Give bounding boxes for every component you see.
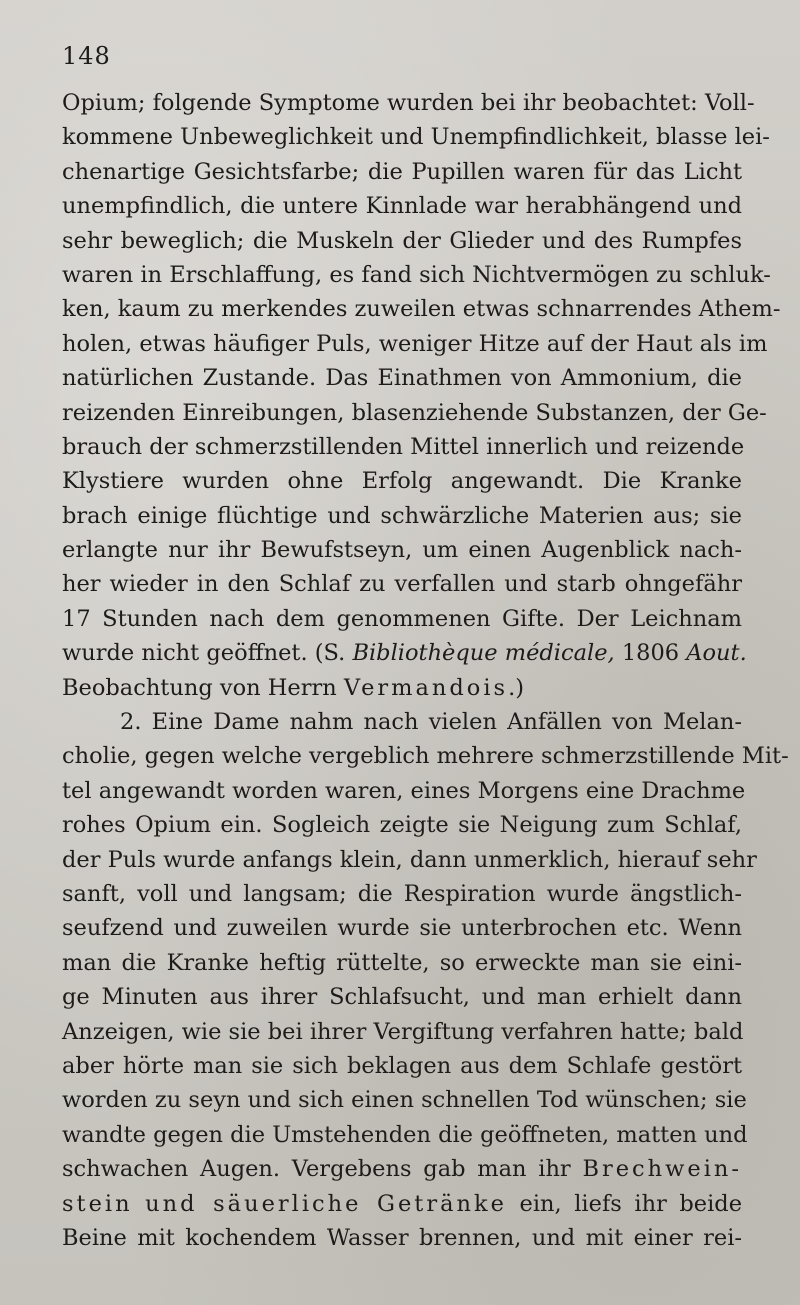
text-segment: 2. Eine Dame nahm nach vielen Anfällen von Melan-	[120, 709, 742, 736]
text-segment: wurde nicht geöffnet. (S.	[62, 640, 353, 667]
text-segment: ge Minuten aus ihrer Schlafsucht, und man erhielt dann	[62, 984, 742, 1011]
text-segment: ken, kaum zu merkendes zuweilen etwas schnarrendes Athem-	[62, 296, 781, 323]
text-segment: wandte gegen die Umstehenden die geöffneten, matten und	[62, 1121, 748, 1148]
text-segment: 1806	[614, 640, 687, 667]
text-line	[62, 911, 742, 945]
text-line	[62, 258, 771, 292]
text-line	[62, 327, 768, 361]
text-segment: kommene Unbeweglichkeit und Unempfindlichkeit, blasse lei-	[62, 124, 770, 151]
text-line	[62, 499, 742, 533]
text-segment: brauch der schmerzstillenden Mittel innerlich und reizende	[62, 433, 745, 460]
text-segment: erlangte nur ihr Bewufstseyn, um einen Augenblick nach-	[62, 537, 742, 564]
text-segment: man die Kranke heftig rüttelte, so erweckte man sie eini-	[62, 949, 742, 976]
text-segment: Opium; folgende Symptome wurden bei ihr beobachtet: Voll-	[62, 90, 755, 116]
text-line	[62, 602, 742, 636]
text-segment: her wieder in den Schlaf zu verfallen und starb ohngefähr	[62, 571, 742, 598]
text-line	[62, 224, 742, 258]
body-text	[62, 86, 789, 1255]
text-line	[62, 464, 742, 498]
text-segment: Beobachtung von Herrn	[62, 674, 344, 701]
text-segment: Anzeigen, wie sie bei ihrer Vergiftung verfahren hatte; bald	[62, 1018, 744, 1045]
text-segment: natürlichen Zustande. Das Einathmen von Ammonium, die	[62, 365, 742, 392]
text-line	[62, 705, 742, 739]
text-line	[62, 1221, 742, 1255]
text-segment: waren in Erschlaffung, es fand sich Nichtvermögen zu schluk-	[62, 261, 771, 288]
text-segment: unempfindlich, die untere Kinnlade war herabhängend und	[62, 193, 742, 220]
text-segment: stein	[62, 1190, 133, 1217]
text-line	[62, 1187, 742, 1221]
text-line	[62, 1083, 747, 1117]
text-segment: holen, etwas häufiger Puls, weniger Hitze auf der Haut als im	[62, 330, 768, 357]
text-line	[62, 86, 755, 120]
text-segment: schwachen Augen. Vergebens gab man ihr	[62, 1156, 583, 1183]
text-line	[62, 567, 742, 601]
text-segment: tel angewandt worden waren, eines Morgens eine Drachme	[62, 777, 746, 804]
text-line	[62, 1049, 742, 1083]
text-line	[62, 739, 789, 773]
text-segment: cholie, gegen welche vergeblich mehrere schmerzstillende Mit-	[62, 743, 789, 770]
text-segment: brach einige flüchtige und schwärzliche Materien aus; sie	[62, 502, 742, 529]
text-segment: aber hörte man sie sich beklagen aus dem Schlafe gestört	[62, 1052, 742, 1079]
text-line	[62, 361, 742, 395]
text-line	[62, 430, 745, 464]
text-segment: Vermandois	[343, 674, 509, 701]
text-segment: Aout.	[686, 640, 747, 667]
text-line	[62, 843, 757, 877]
text-segment: rohes Opium ein. Sogleich zeigte sie Neigung zum Schlaf,	[62, 812, 742, 839]
text-segment: sehr beweglich; die Muskeln der Glieder und des Rumpfes	[62, 227, 742, 254]
text-line	[62, 120, 770, 154]
text-line	[62, 980, 742, 1014]
text-segment: Brechwein-	[582, 1156, 742, 1183]
text-segment: Beine mit kochendem Wasser brennen, und mit einer rei-	[62, 1224, 742, 1251]
text-segment	[133, 1191, 146, 1217]
text-segment: worden zu seyn und sich einen schnellen Tod wünschen; sie	[62, 1087, 747, 1114]
text-line	[62, 808, 742, 842]
text-segment: Klystiere wurden ohne Erfolg angewandt. Die Kranke	[62, 468, 742, 495]
text-segment: chenartige Gesichtsfarbe; die Pupillen waren für das Licht	[62, 158, 742, 185]
text-line	[62, 155, 742, 189]
text-line	[62, 1015, 742, 1049]
text-line	[62, 1118, 748, 1152]
text-line	[62, 774, 746, 808]
text-line	[62, 636, 747, 670]
text-line	[62, 1152, 742, 1186]
text-segment: seufzend und zuweilen wurde sie unterbrochen etc. Wenn	[62, 915, 742, 942]
text-segment: 17 Stunden nach dem genommenen Gifte. Der Leichnam	[62, 605, 742, 632]
text-segment: sanft, voll und langsam; die Respiration wurde ängstlich-	[62, 880, 742, 907]
text-segment: der Puls wurde anfangs klein, dann unmerklich, hierauf sehr	[62, 846, 757, 873]
text-line	[62, 292, 781, 326]
text-segment: Bibliothèque médicale,	[352, 640, 615, 667]
text-segment: und säuerliche Getränke	[145, 1190, 507, 1217]
text-line	[62, 396, 767, 430]
text-segment: ein, liefs ihr beide	[506, 1190, 743, 1217]
text-line	[62, 946, 742, 980]
text-line	[62, 189, 742, 223]
text-segment: reizenden Einreibungen, blasenziehende Substanzen, der Ge-	[62, 399, 767, 426]
text-line	[62, 877, 742, 911]
text-segment: .)	[508, 674, 525, 701]
text-line	[62, 533, 742, 567]
page-number: 148	[62, 42, 111, 70]
text-line	[62, 671, 742, 705]
